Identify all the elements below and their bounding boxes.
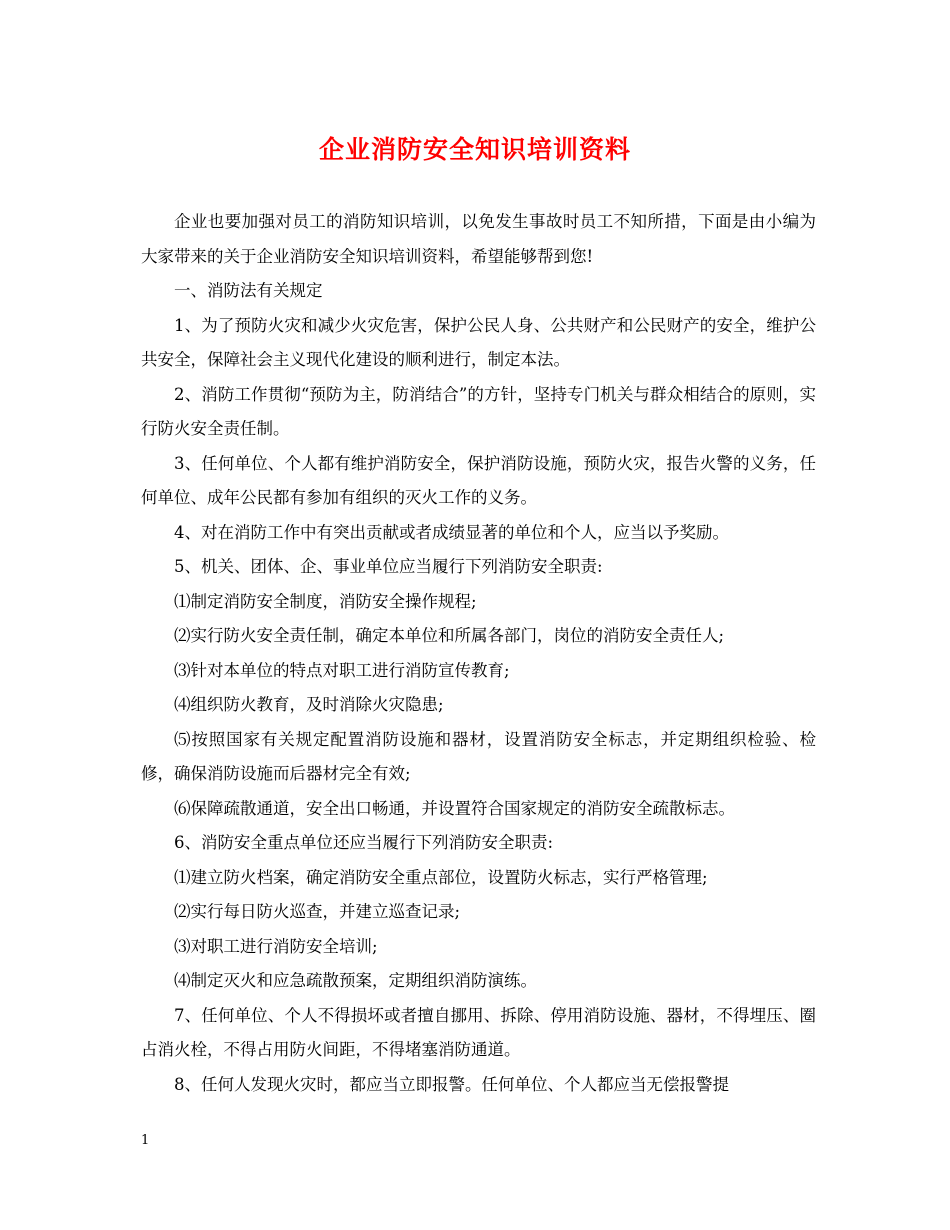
- article-paragraph: 1、为了预防火灾和减少火灾危害，保护公民人身、公共财产和公民财产的安全，维护公共安全，保障社会主义现代化建设的顺利进行，制定本法。: [141, 315, 816, 369]
- list-item: ⑷制定灭火和应急疏散预案，定期组织消防演练。: [174, 971, 537, 990]
- document-title: 企业消防安全知识培训资料: [318, 135, 631, 164]
- list-item: ⑶对职工进行消防安全培训;: [174, 936, 378, 956]
- article-paragraph: 8、任何人发现火灾时，都应当立即报警。任何单位、个人都应当无偿报警提: [174, 1074, 729, 1094]
- article-paragraph: 7、任何单位、个人不得损坏或者擅自挪用、拆除、停用消防设施、器材，不得埋压、圈占消火栓，不得占用防火间距，不得堵塞消防通道。: [141, 1005, 816, 1059]
- page-number: 1: [141, 1133, 150, 1148]
- list-item: ⑵实行防火安全责任制，确定本单位和所属各部门，岗位的消防安全责任人;: [174, 626, 725, 645]
- article-paragraph: 4、对在消防工作中有突出贡献或者成绩显著的单位和个人，应当以予奖励。: [174, 522, 729, 542]
- article-paragraph: 6、消防安全重点单位还应当履行下列消防安全职责:: [174, 833, 554, 852]
- list-item: ⑴建立防火档案，确定消防安全重点部位，设置防火标志，实行严格管理;: [174, 867, 708, 887]
- list-item: ⑹保障疏散通道，安全出口畅通，并设置符合国家规定的消防安全疏散标志。: [174, 798, 735, 818]
- intro-paragraph: 企业也要加强对员工的消防知识培训，以免发生事故时员工不知所措，下面是由小编为大家带来的关于企业消防安全知识培训资料，希望能够帮到您!: [141, 212, 816, 266]
- list-item: ⑷组织防火教育，及时消除火灾隐患;: [174, 695, 444, 714]
- list-item: ⑸按照国家有关规定配置消防设施和器材，设置消防安全标志，并定期组织检验、检修，确保消防设施而后器材完全有效;: [141, 729, 816, 783]
- list-item: ⑴制定消防安全制度，消防安全操作规程;: [174, 591, 477, 611]
- article-paragraph: 2、消防工作贯彻“预防为主，防消结合”的方针，坚持专门机关与群众相结合的原则，实行防火安全责任制。: [141, 384, 816, 438]
- document-body: [141, 205, 816, 1102]
- list-item: ⑶针对本单位的特点对职工进行消防宣传教育;: [174, 660, 510, 680]
- article-paragraph: 3、任何单位、个人都有维护消防安全，保护消防设施，预防火灾，报告火警的义务，任何单位、成年公民都有参加有组织的灭火工作的义务。: [141, 453, 816, 507]
- section-heading: 一、消防法有关规定: [174, 281, 323, 300]
- article-paragraph: 5、机关、团体、企、事业单位应当履行下列消防安全职责:: [174, 557, 603, 576]
- list-item: ⑵实行每日防火巡查，并建立巡查记录;: [174, 902, 461, 921]
